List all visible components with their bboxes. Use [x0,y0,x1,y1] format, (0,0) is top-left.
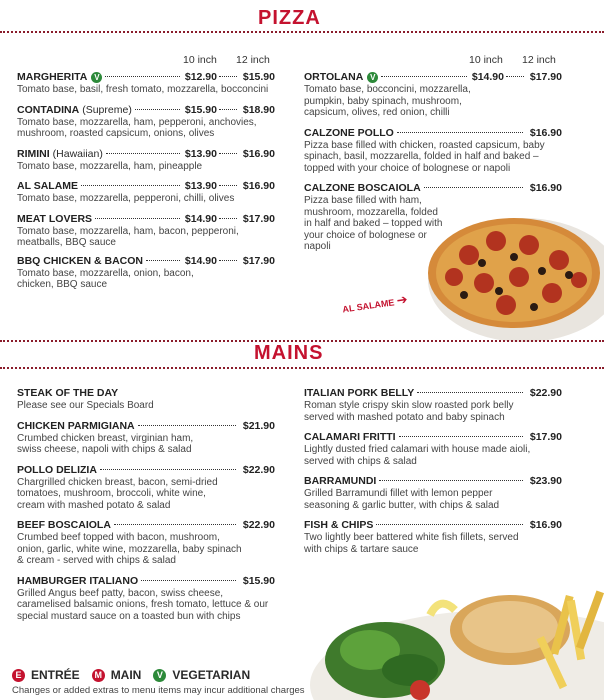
item-subtitle: (Hawaiian) [52,147,103,160]
item-name: AL SALAME [17,180,79,192]
price-single: $16.90 [529,182,562,194]
item-name: BEEF BOSCAIOLA [17,519,111,531]
item-description: Two lightly beer battered white fish fillets, served with chips & tartare sauce [304,532,519,555]
menu-item [17,464,275,512]
price-12-inch: $16.90 [242,180,275,192]
fish-plate-photo [300,575,604,700]
item-name: MARGHERITA [17,71,88,83]
price-single: $16.90 [529,126,562,139]
menu-item [304,127,562,175]
item-description: Lightly dusted fried calamari with house made aioli, served with chips & salad [304,444,531,467]
legend-vegetarian-label: VEGETARIAN [172,668,251,682]
price-10-inch: $13.90 [184,147,217,160]
price-10-inch: $15.90 [184,103,217,116]
item-price: $22.90 [529,387,562,399]
menu-item [17,71,275,96]
item-name: HAMBURGER ITALIANO [17,574,139,587]
menu-item [304,387,562,423]
menu-item [17,213,275,249]
mains-bottom-divider [0,367,604,369]
menu-item [17,180,275,205]
pizza-photo [414,205,604,345]
size-header-left-12: 12 inch [236,54,270,66]
item-subtitle: (Supreme) [82,103,132,116]
menu-item [304,475,562,511]
menu-item [17,575,275,623]
item-name: MEAT LOVERS [17,212,93,225]
item-name: CONTADINA [17,103,80,116]
menu-item [304,519,562,555]
item-description: Grilled Barramundi fillet with lemon pepper seasoning & garlic butter, with chips & salad [304,488,500,511]
menu-item [304,71,562,119]
item-name: RIMINI [17,147,50,160]
dietary-legend [12,668,250,682]
item-price: $16.90 [529,519,562,531]
item-name: CALZONE POLLO [304,126,394,139]
item-name: CALZONE BOSCAIOLA [304,182,421,194]
price-10-inch: $12.90 [184,71,217,83]
menu-item [17,104,275,140]
mains-left-column [17,387,275,628]
price-12-inch: $17.90 [242,212,275,225]
item-description: Tomato base, mozzarella, pepperoni, chilli, olives [17,193,235,204]
price-12-inch: $16.90 [242,147,275,160]
vegetarian-icon: V [367,72,378,83]
item-name: FISH & CHIPS [304,519,374,531]
item-name: ITALIAN PORK BELLY [304,387,415,399]
item-description: Chargrilled chicken breast, bacon, semi-dried tomatoes, mushroom, broccoli, white wine, cream with mashed potato & salad [17,476,218,511]
vegetarian-icon: V [91,72,102,83]
item-price: $17.90 [529,431,562,443]
item-name: POLLO DELIZIA [17,463,97,476]
mains-section-title: MAINS [254,342,324,364]
legend-main-label: MAIN [110,668,142,682]
extras-note: Changes or added extras to menu items may incur additional charges [12,685,305,696]
item-description: Pizza base filled with ham, mushroom, mozzarella, folded in half and baked – topped with your choice of bolognese or napoli [304,195,443,252]
item-description: Crumbed beef topped with bacon, mushroom, onion, garlic, white wine, mozzarella, baby spinach & cream - served with chips & salad [17,532,242,566]
price-10-inch: $14.90 [184,212,217,225]
item-price: $22.90 [242,463,275,476]
size-header-right-10: 10 inch [469,54,503,66]
item-description: Roman style crispy skin slow roasted pork belly served with mashed potato and baby spinach [304,400,514,423]
menu-item [17,387,275,412]
item-price: $15.90 [242,574,275,587]
vegetarian-icon: V [153,669,166,682]
item-description: Tomato base, bocconcini, mozzarella, pumpkin, baby spinach, mushroom, capsicum, olives, red onion, chilli [304,84,471,118]
item-description: Tomato base, mozzarella, ham, pineapple [17,160,203,172]
price-12-inch: $15.90 [242,71,275,83]
price-12-inch: $17.90 [529,71,562,83]
item-price: $21.90 [242,419,275,432]
pizza-section-title: PIZZA [258,7,321,29]
item-name: BBQ CHICKEN & BACON [17,254,143,267]
entree-icon: E [12,669,25,682]
menu-item [17,148,275,173]
item-description: Tomato base, basil, fresh tomato, mozzarella, bocconcini [17,84,269,95]
item-description: Pizza base filled with chicken, roasted capsicum, baby spinach, basil, mozzarella, folded in half and baked – topped with your choice of bolognese or napoli [304,139,545,174]
size-header-right-12: 12 inch [522,54,556,66]
item-price: $22.90 [242,519,275,531]
menu-item [17,255,275,291]
mains-right-column [304,387,562,561]
main-icon: M [92,669,105,682]
price-12-inch: $18.90 [242,103,275,116]
item-description: Tomato base, mozzarella, ham, pepperoni, anchovies, mushroom, roasted capsicum, onions, olives [17,116,257,139]
pizza-top-divider [0,31,604,33]
price-10-inch: $14.90 [471,71,504,83]
item-description: Grilled Angus beef patty, bacon, swiss cheese, caramelised balsamic onions, fresh tomato, lettuce & our special mustard sauce on a toasted bun with chips [17,587,269,622]
item-description: Tomato base, mozzarella, ham, bacon, pepperoni, meatballs, BBQ sauce [17,225,239,248]
menu-item [17,420,275,456]
item-name: ORTOLANA [304,71,364,83]
menu-item [304,431,562,467]
item-description: Tomato base, mozzarella, onion, bacon, chicken, BBQ sauce [17,267,194,290]
item-description: Crumbed chicken breast, virginian ham, swiss cheese, napoli with chips & salad [17,432,194,455]
pizza-left-column [17,71,275,297]
item-name: CHICKEN PARMIGIANA [17,419,135,432]
legend-entree-label: ENTRÉE [31,668,80,682]
arrow-right-icon: ➔ [395,291,409,308]
price-10-inch: $13.90 [184,180,217,192]
price-12-inch: $17.90 [242,254,275,267]
size-header-left-10: 10 inch [183,54,217,66]
item-name: STEAK OF THE DAY [17,387,119,399]
menu-item [17,519,275,567]
item-name: CALAMARI FRITTI [304,431,396,443]
item-description: Please see our Specials Board [17,400,154,411]
item-name: BARRAMUNDI [304,475,377,487]
price-10-inch: $14.90 [184,254,217,267]
photo-caption: AL SALAME ➔ [341,291,409,315]
item-price: $23.90 [529,475,562,487]
